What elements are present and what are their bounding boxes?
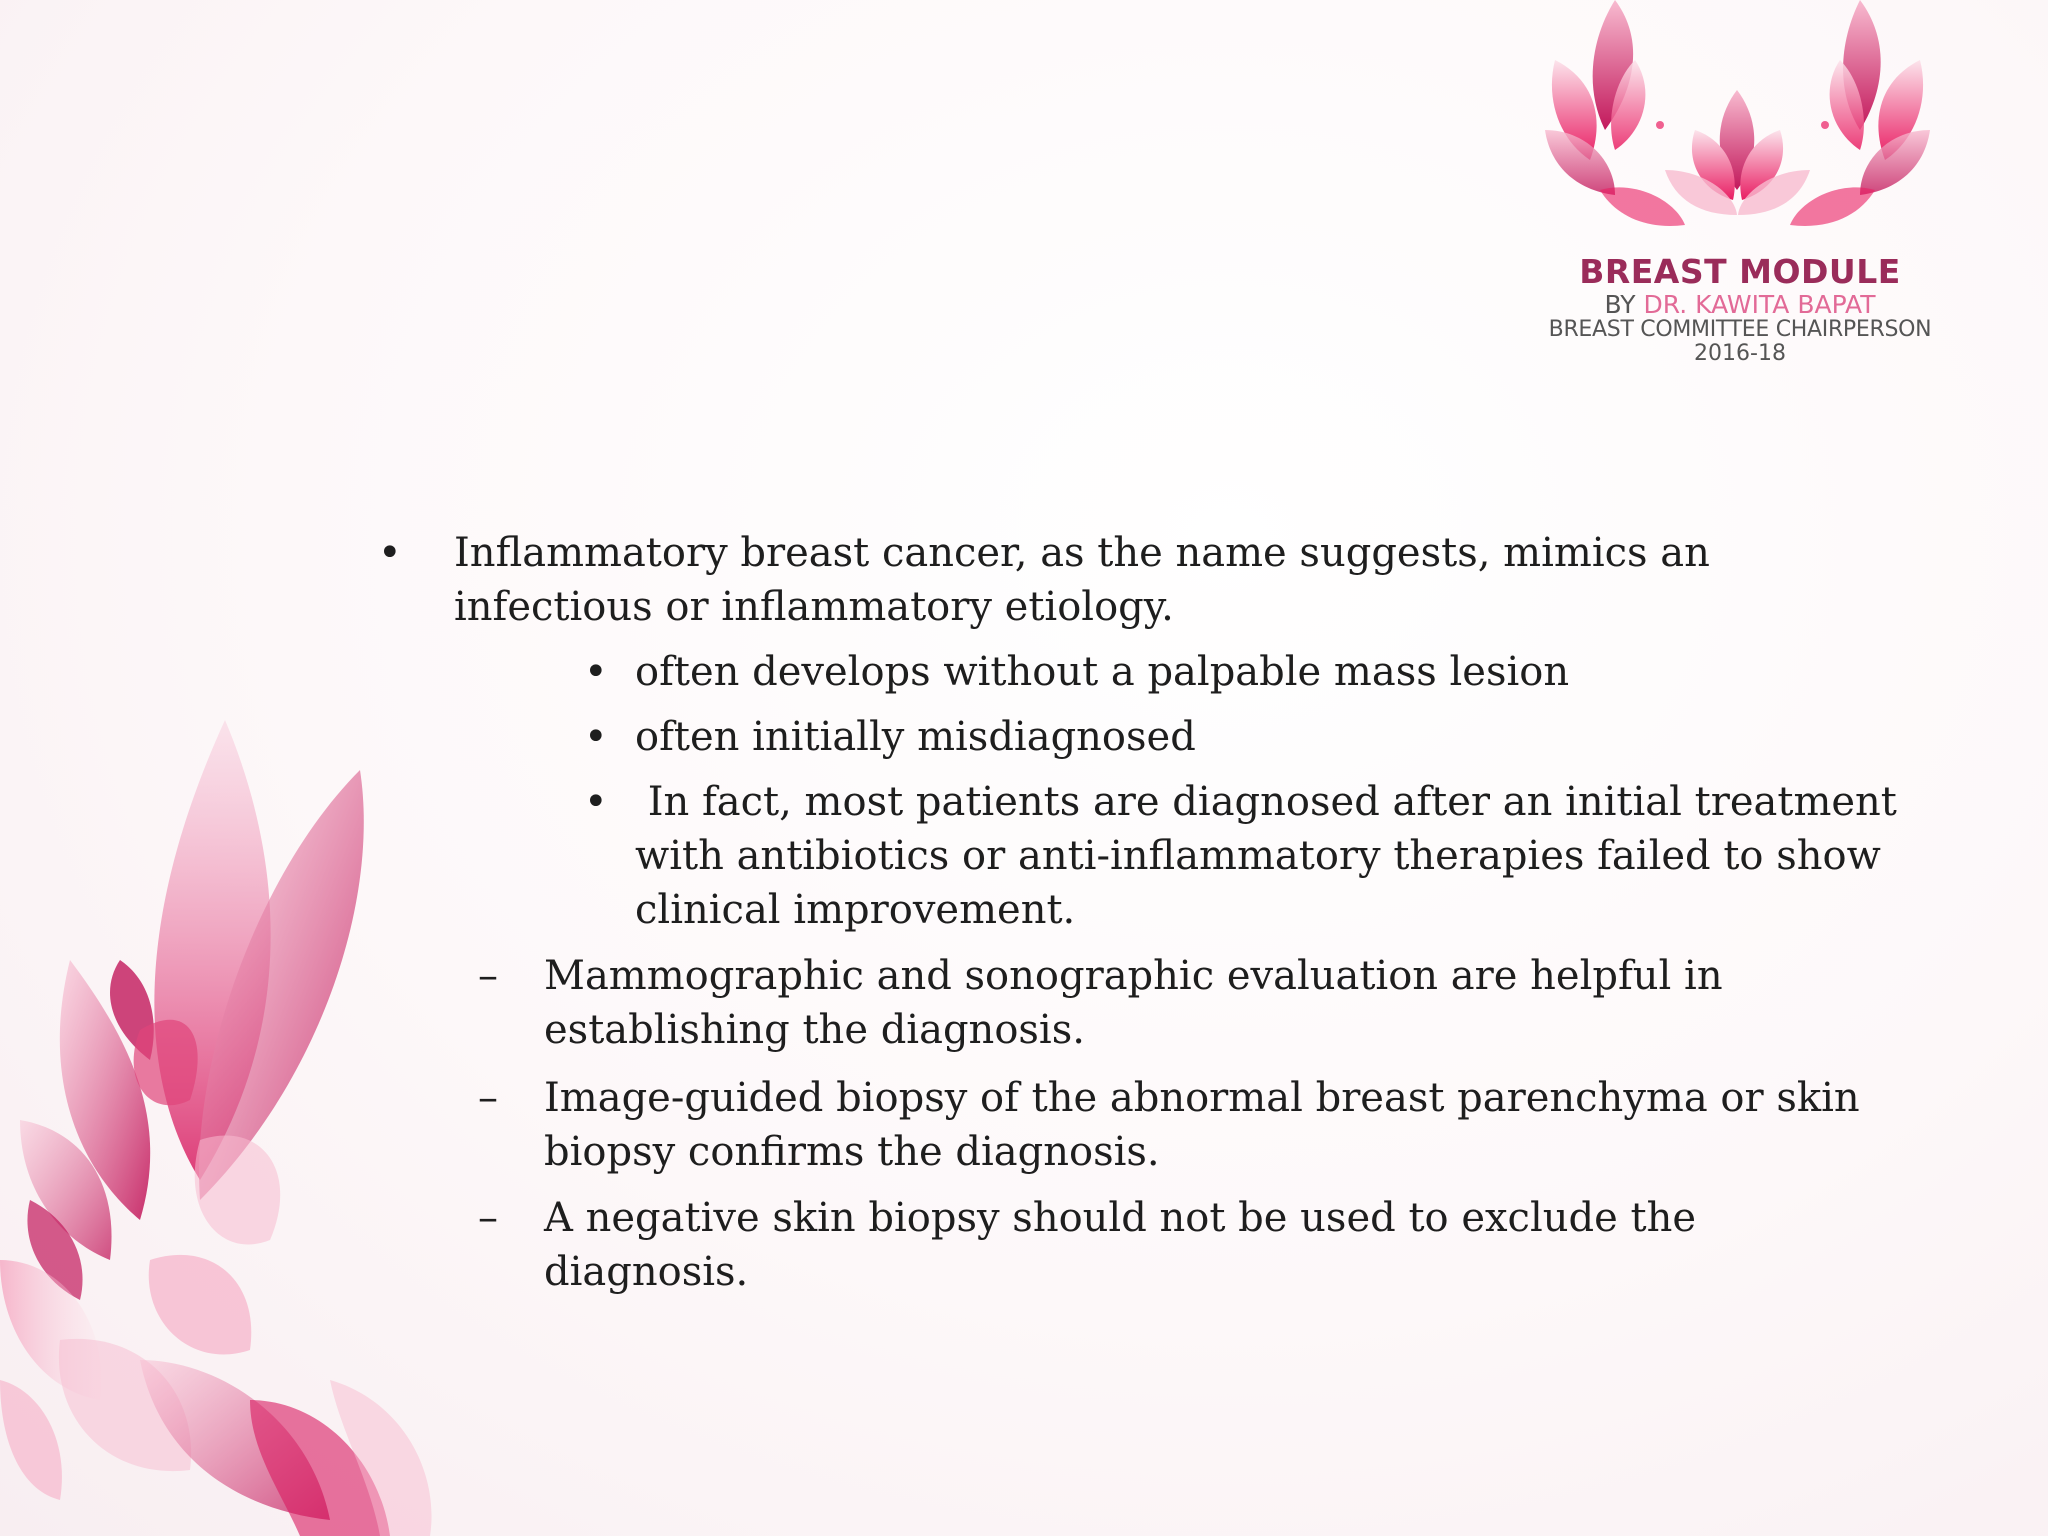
text-line: establishing the diagnosis. bbox=[544, 1007, 1085, 1053]
text-line: often develops without a palpable mass lesion bbox=[635, 649, 1570, 695]
dash-marker: – bbox=[478, 953, 498, 999]
dash-item-text bbox=[544, 1071, 1860, 1179]
dash-marker: – bbox=[478, 1075, 498, 1121]
text-line: clinical improvement. bbox=[635, 887, 1076, 933]
logo-years: 2016-18 bbox=[1694, 341, 1786, 366]
text-line: Image-guided biopsy of the abnormal breast parenchyma or skin bbox=[544, 1075, 1860, 1121]
logo-by-prefix: BY bbox=[1604, 290, 1636, 319]
text-line: with antibiotics or anti-inflammatory therapies failed to show bbox=[635, 833, 1881, 879]
logo-byline bbox=[1505, 292, 1975, 318]
sub-bullet-text bbox=[635, 775, 1897, 937]
sub-bullet-text bbox=[635, 710, 1196, 764]
logo-author: DR. KAWITA BAPAT bbox=[1643, 290, 1876, 319]
logo-lotus-icon bbox=[1505, 0, 1970, 255]
logo-text-block bbox=[1505, 252, 1975, 366]
bullet-marker: • bbox=[584, 779, 608, 825]
bullet-marker: • bbox=[584, 649, 608, 695]
bullet-main-text bbox=[454, 526, 1710, 634]
bullet-marker: • bbox=[584, 714, 608, 760]
text-line: Mammographic and sonographic evaluation are helpful in bbox=[544, 953, 1723, 999]
dash-marker: – bbox=[478, 1195, 498, 1241]
decorative-petals-left bbox=[0, 700, 440, 1536]
text-line: infectious or inflammatory etiology. bbox=[454, 584, 1174, 630]
sub-bullet-text bbox=[635, 645, 1569, 699]
logo-role: BREAST COMMITTEE CHAIRPERSON bbox=[1548, 317, 1932, 342]
text-line: often initially misdiagnosed bbox=[635, 714, 1196, 760]
logo-title: BREAST MODULE bbox=[1579, 252, 1901, 291]
text-line: diagnosis. bbox=[544, 1249, 749, 1295]
dash-item-text bbox=[544, 1191, 1696, 1299]
bullet-marker: • bbox=[378, 530, 402, 576]
text-line: A negative skin biopsy should not be used to exclude the bbox=[544, 1195, 1697, 1241]
dash-item-text bbox=[544, 949, 1723, 1057]
text-line: Inflammatory breast cancer, as the name suggests, mimics an bbox=[454, 530, 1710, 576]
text-line: In fact, most patients are diagnosed after an initial treatment bbox=[635, 779, 1897, 825]
text-line: biopsy confirms the diagnosis. bbox=[544, 1129, 1160, 1175]
